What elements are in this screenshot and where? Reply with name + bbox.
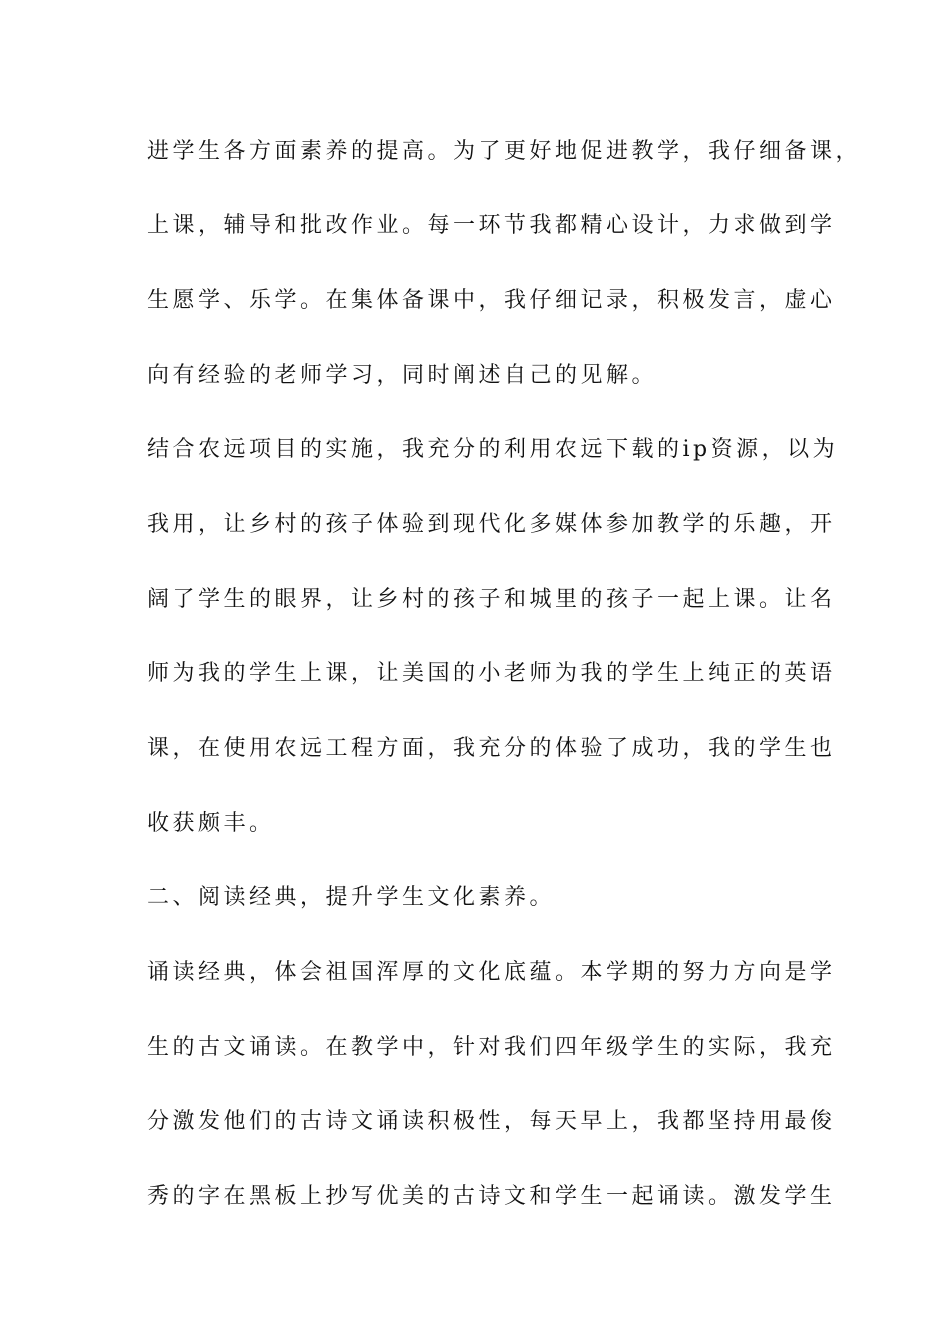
text-line: 诵读经典，体会祖国浑厚的文化底蕴。本学期的努力方向是学 [147,960,836,985]
text-line: 师为我的学生上课，让美国的小老师为我的学生上纯正的英语 [147,661,836,686]
text-line: 生愿学、乐学。在集体备课中，我仔细记录，积极发言，虚心 [147,288,836,313]
section-heading: 二、阅读经典，提升学生文化素养。 [147,885,556,910]
text-line: 分激发他们的古诗文诵读积极性，每天早上，我都坚持用最俊 [147,1109,836,1134]
text-line: 收获颇丰。 [147,811,275,836]
text-line: 进学生各方面素养的提高。为了更好地促进教学，我仔细备课， [147,139,862,164]
text-line: 课，在使用农远工程方面，我充分的体验了成功，我的学生也 [147,736,836,761]
text-line: 生的古文诵读。在教学中，针对我们四年级学生的实际，我充 [147,1035,836,1060]
text-line: 向有经验的老师学习，同时阐述自己的见解。 [147,363,658,388]
text-line: 结合农远项目的实施，我充分的利用农远下载的ip资源，以为 [147,437,839,462]
text-line: 阔了学生的眼界，让乡村的孩子和城里的孩子一起上课。让名 [147,587,836,612]
text-line: 秀的字在黑板上抄写优美的古诗文和学生一起诵读。激发学生 [147,1184,836,1209]
text-line: 我用，让乡村的孩子体验到现代化多媒体参加教学的乐趣，开 [147,512,836,537]
text-line: 上课，辅导和批改作业。每一环节我都精心设计，力求做到学 [147,213,836,238]
